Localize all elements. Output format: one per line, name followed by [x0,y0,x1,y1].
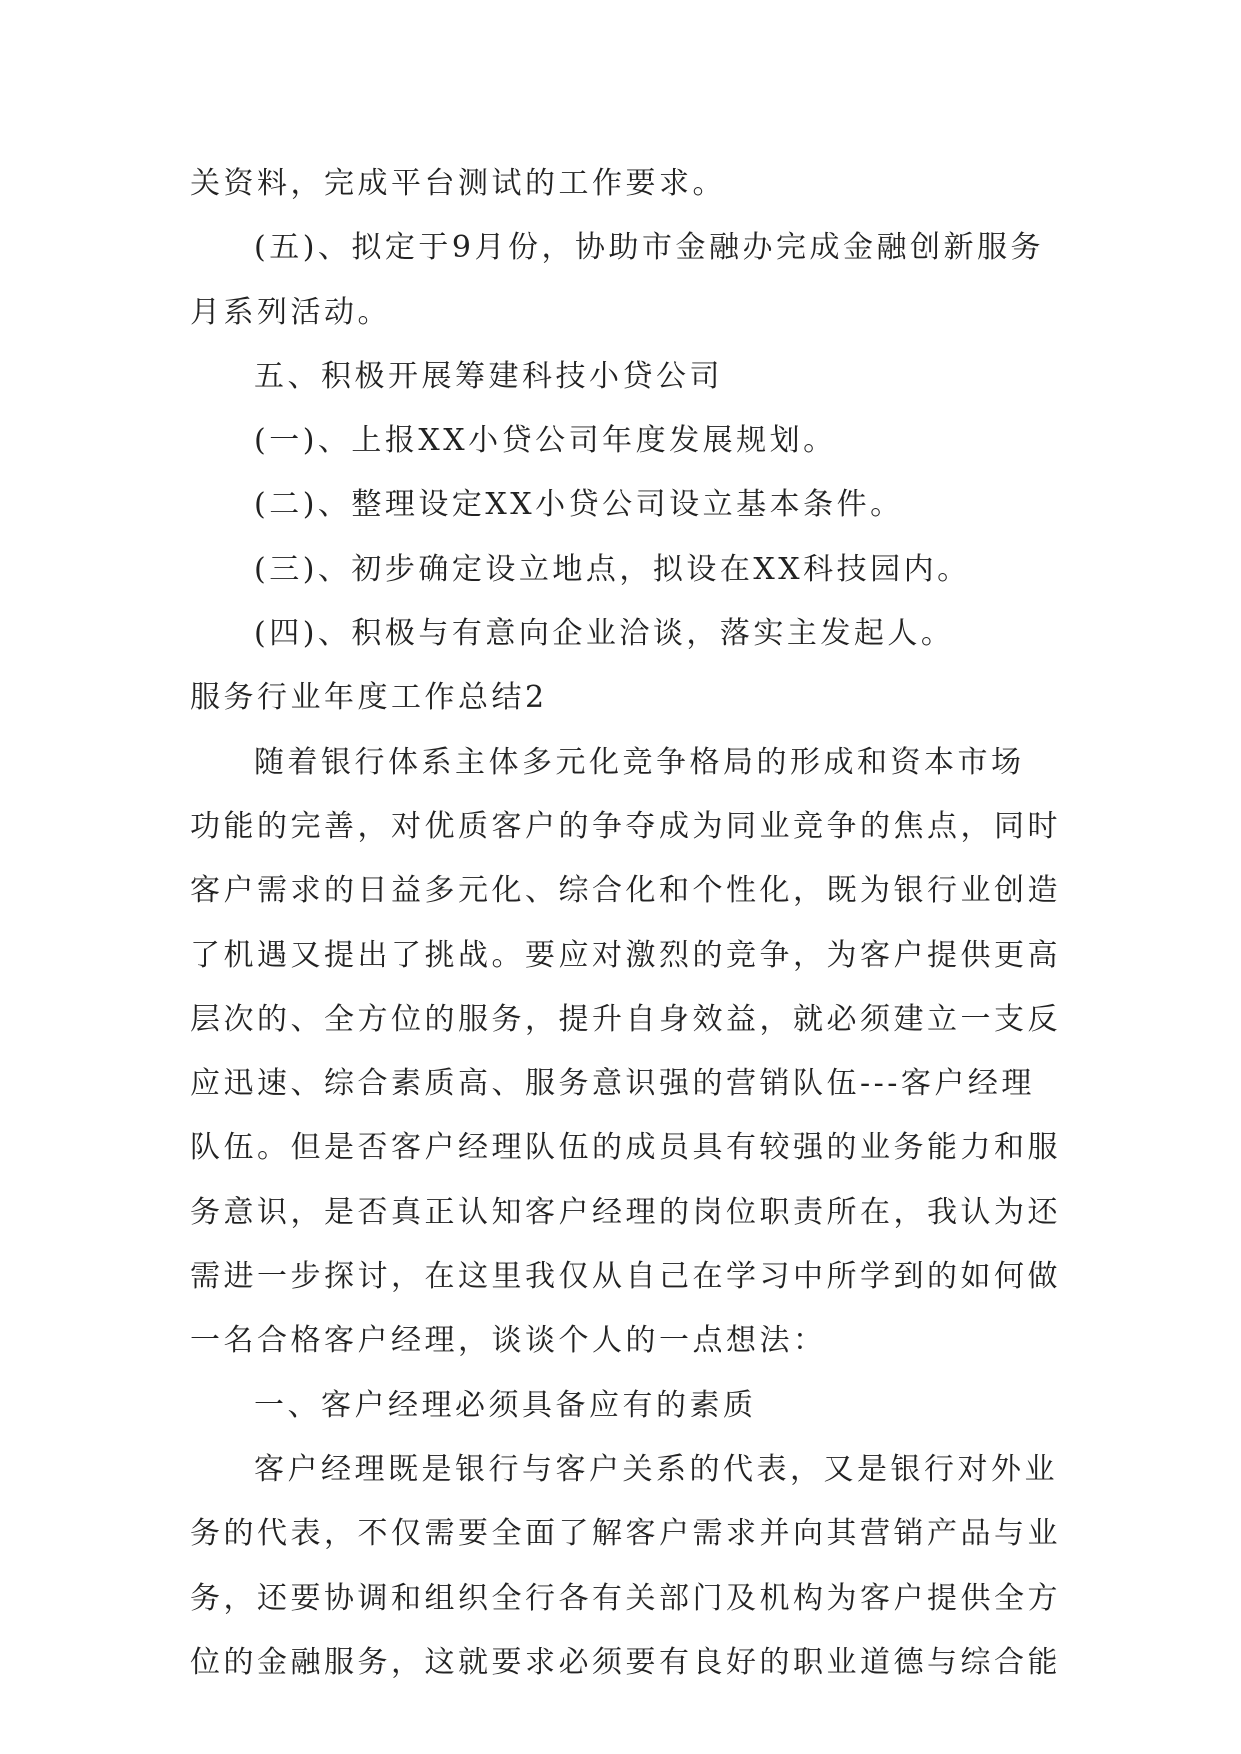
text-line: 关资料，完成平台测试的工作要求。 [190,166,726,201]
list-item-line: (三)、初步确定设立地点，拟设在XX科技园内。 [254,551,971,587]
document-body [190,152,1061,1695]
paragraph-line: 务的代表，不仅需要全面了解客户需求并向其营销产品与业 [190,1516,1061,1552]
paragraph-line: 客户经理既是银行与客户关系的代表，又是银行对外业 [254,1451,1058,1487]
document-title: 服务行业年度工作总结2 [190,680,548,716]
list-item-line: (四)、积极与有意向企业洽谈，落实主发起人。 [254,616,955,652]
paragraph-line: 一名合格客户经理，谈谈个人的一点想法： [190,1323,827,1359]
paragraph-line: 功能的完善，对优质客户的争夺成为同业竞争的焦点，同时 [190,808,1061,844]
paragraph-line: 客户需求的日益多元化、综合化和个性化，既为银行业创造 [190,873,1061,909]
paragraph-line: 务意识，是否真正认知客户经理的岗位职责所在，我认为还 [190,1194,1061,1230]
paragraph-line: 队伍。但是否客户经理队伍的成员具有较强的业务能力和服 [190,1130,1061,1166]
text-line: 月系列活动。 [190,294,391,330]
section-heading: 一、客户经理必须具备应有的素质 [254,1387,757,1423]
paragraph-line: 随着银行体系主体多元化竞争格局的形成和资本市场 [254,744,1025,780]
section-heading: 五、积极开展筹建科技小贷公司 [254,358,723,394]
list-item-line: (五)、拟定于9月份，协助市金融办完成金融创新服务 [254,230,1044,266]
paragraph-line: 务，还要协调和组织全行各有关部门及机构为客户提供全方 [190,1580,1061,1616]
list-item-line: (一)、上报XX小贷公司年度发展规划。 [254,423,837,459]
paragraph-line: 了机遇又提出了挑战。要应对激烈的竞争，为客户提供更高 [190,937,1061,973]
paragraph-line: 应迅速、综合素质高、服务意识强的营销队伍---客户经理 [190,1066,1035,1102]
paragraph-line: 需进一步探讨，在这里我仅从自己在学习中所学到的如何做 [190,1259,1061,1295]
paragraph-line: 层次的、全方位的服务，提升自身效益，就必须建立一支反 [190,1001,1061,1037]
list-item-line: (二)、整理设定XX小贷公司设立基本条件。 [254,487,904,523]
paragraph-line: 位的金融服务，这就要求必须要有良好的职业道德与综合能 [190,1644,1061,1680]
